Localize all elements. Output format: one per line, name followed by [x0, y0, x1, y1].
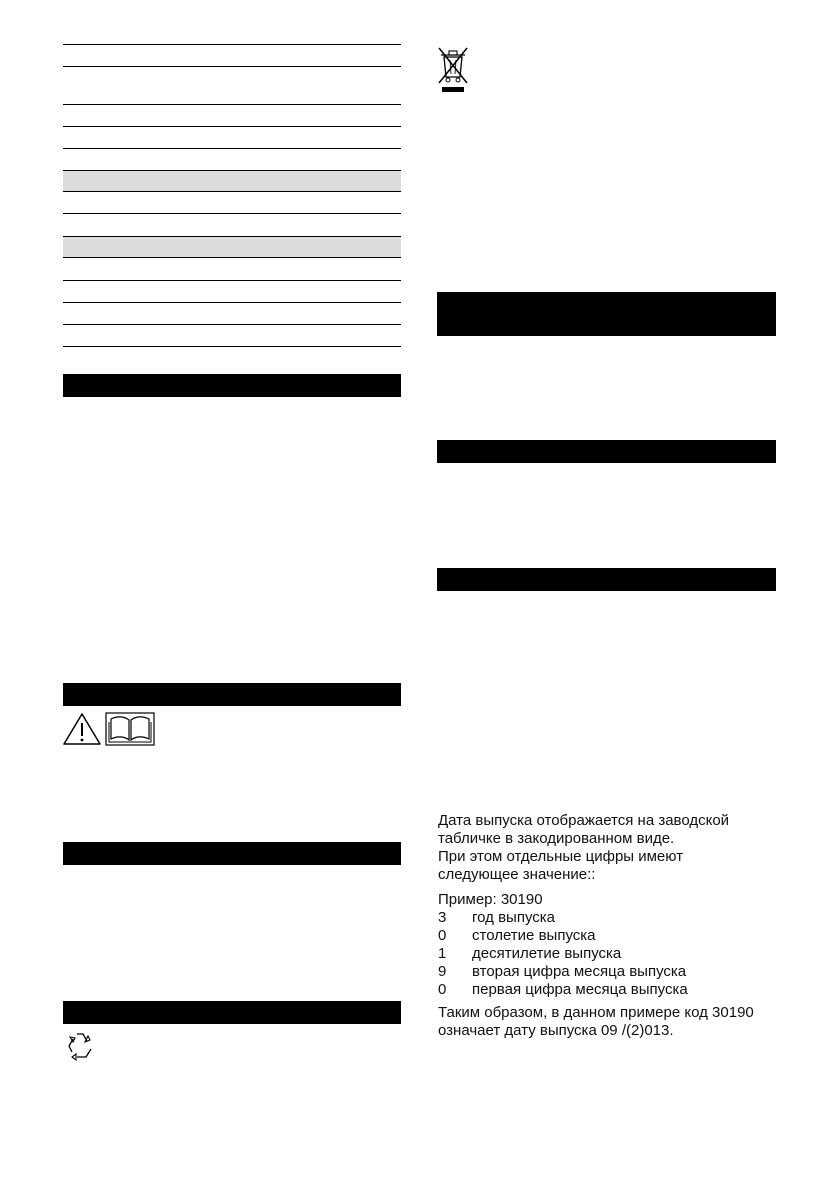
table-group-header [63, 236, 401, 257]
code-meaning: вторая цифра месяца выпуска [472, 963, 687, 980]
code-digit: 9 [438, 963, 447, 980]
conclusion-line: Таким образом, в данном примере код 30190 [438, 1004, 754, 1021]
table-rule [63, 66, 401, 67]
code-digit: 1 [438, 945, 447, 962]
code-row [438, 945, 688, 963]
intro-line: табличке в закодированном виде. [438, 830, 675, 847]
section-header-bar [63, 683, 401, 706]
table-rule [63, 191, 401, 192]
code-meaning: десятилетие выпуска [472, 945, 622, 962]
section-header-bar [437, 568, 776, 591]
code-row [438, 927, 688, 945]
example-label: Пример: 30190 [438, 891, 543, 908]
code-digit: 0 [438, 981, 447, 998]
intro-line: Дата выпуска отображается на заводской [438, 812, 730, 829]
table-rule [63, 324, 401, 325]
table-rule [63, 213, 401, 214]
code-meaning: год выпуска [472, 909, 556, 926]
table-rule [63, 257, 401, 258]
recycle-icon [64, 1031, 96, 1061]
table-rule [63, 236, 401, 237]
table-rule [63, 148, 401, 149]
table-rule [63, 104, 401, 105]
code-digit: 0 [438, 927, 447, 944]
intro-line: следующее значение:: [438, 866, 596, 883]
conclusion-paragraph [438, 1004, 754, 1040]
code-meaning: столетие выпуска [472, 927, 596, 944]
code-digit: 3 [438, 909, 447, 926]
open-manual-icon [105, 712, 155, 746]
intro-line: При этом отдельные цифры имеют [438, 848, 684, 865]
table-group-header [63, 170, 401, 191]
code-meaning: первая цифра месяца выпуска [472, 981, 688, 998]
warning-triangle-icon [62, 712, 102, 746]
code-row [438, 981, 688, 999]
table-rule [63, 302, 401, 303]
section-header-bar [63, 842, 401, 865]
section-header-bar [63, 1001, 401, 1024]
table-rule [63, 170, 401, 171]
crossed-bin-icon [436, 45, 470, 93]
code-row [438, 909, 688, 927]
section-header-bar [63, 374, 401, 397]
date-intro-paragraph [438, 812, 729, 884]
table-rule [63, 346, 401, 347]
conclusion-line: означает дату выпуска 09 /(2)013. [438, 1022, 674, 1039]
section-header-bar [437, 440, 776, 463]
example-block [438, 891, 688, 999]
table-rule [63, 126, 401, 127]
section-header-bar [437, 292, 776, 336]
table-rule [63, 280, 401, 281]
table-rule [63, 44, 401, 45]
code-row [438, 963, 688, 981]
